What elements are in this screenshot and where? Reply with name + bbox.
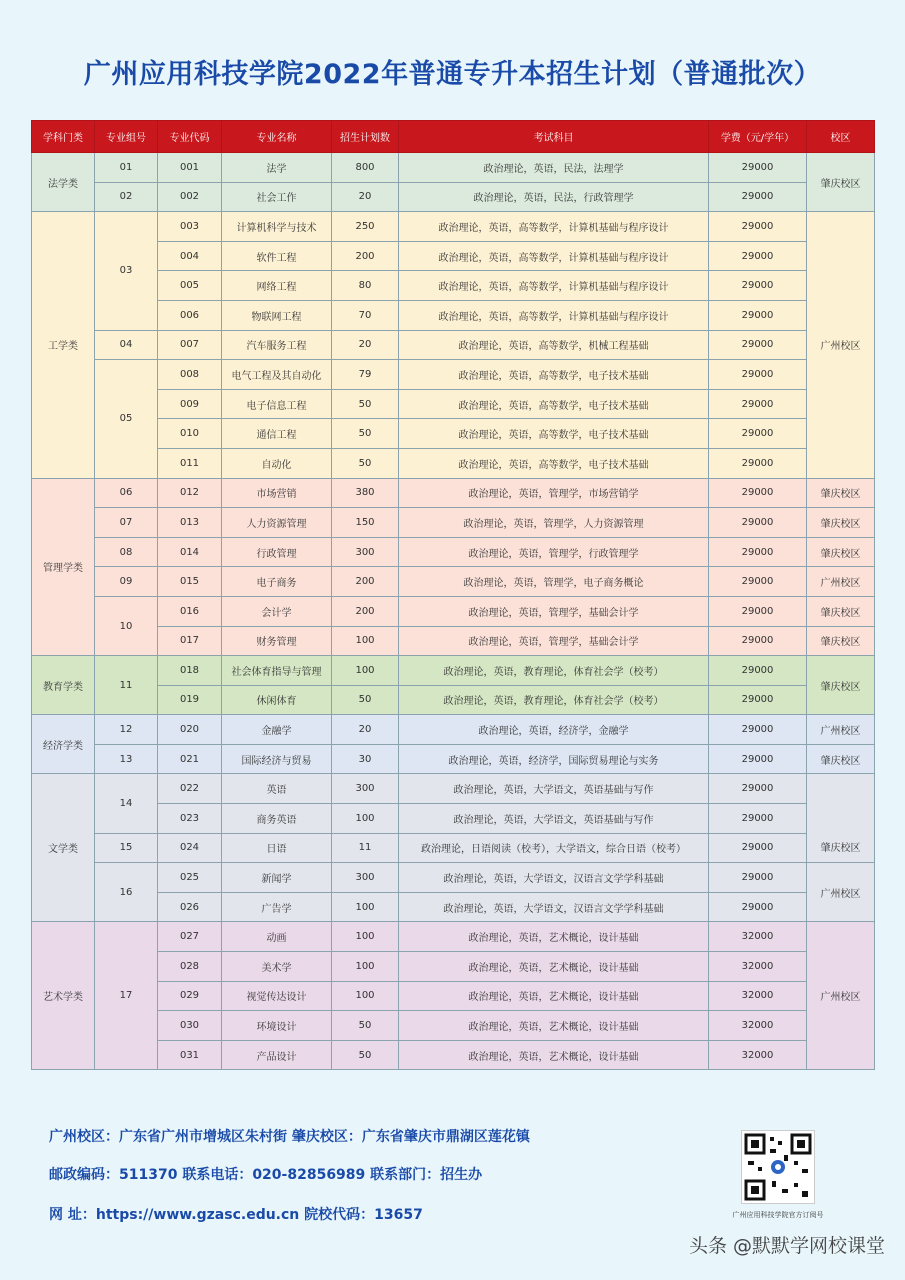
group-cell: 04: [95, 330, 158, 360]
header-fee: 学费（元/学年）: [709, 121, 807, 153]
category-cell: 工学类: [32, 212, 95, 478]
count-cell: 50: [332, 389, 399, 419]
count-cell: 300: [332, 537, 399, 567]
count-cell: 100: [332, 922, 399, 952]
code-cell: 014: [158, 537, 222, 567]
count-cell: 50: [332, 685, 399, 715]
group-cell: 14: [95, 774, 158, 833]
subjects-cell: 政治理论，英语，大学语文，汉语言文学学科基础: [399, 863, 709, 893]
subjects-cell: 政治理论，英语，管理学，基础会计学: [399, 626, 709, 656]
category-cell: 艺术学类: [32, 922, 95, 1070]
qr-code-icon: [742, 1131, 814, 1203]
enrollment-plan-table: [31, 120, 875, 1070]
qr-code[interactable]: [741, 1130, 815, 1204]
table-row: [32, 685, 875, 715]
header-count: 招生计划数: [332, 121, 399, 153]
major-cell: 法学: [222, 153, 332, 183]
fee-cell: 29000: [709, 596, 807, 626]
table-row: [32, 1040, 875, 1070]
table-row: [32, 833, 875, 863]
code-cell: 004: [158, 241, 222, 271]
code-cell: 026: [158, 892, 222, 922]
fee-cell: 29000: [709, 685, 807, 715]
table-row: [32, 419, 875, 449]
campus-cell: 广州校区: [807, 212, 875, 478]
fee-cell: 29000: [709, 241, 807, 271]
code-cell: 011: [158, 448, 222, 478]
code-cell: 020: [158, 715, 222, 745]
table-row: [32, 952, 875, 982]
code-cell: 030: [158, 1011, 222, 1041]
fee-cell: 29000: [709, 212, 807, 242]
count-cell: 200: [332, 567, 399, 597]
major-cell: 软件工程: [222, 241, 332, 271]
table-row: [32, 360, 875, 390]
subjects-cell: 政治理论，英语，高等数学，电子技术基础: [399, 389, 709, 419]
fee-cell: 32000: [709, 922, 807, 952]
subjects-cell: 政治理论，英语，民法，行政管理学: [399, 182, 709, 212]
major-cell: 物联网工程: [222, 300, 332, 330]
major-cell: 社会工作: [222, 182, 332, 212]
major-cell: 财务管理: [222, 626, 332, 656]
code-cell: 006: [158, 300, 222, 330]
table-row: [32, 448, 875, 478]
code-cell: 008: [158, 360, 222, 390]
code-cell: 002: [158, 182, 222, 212]
header-campus: 校区: [807, 121, 875, 153]
code-cell: 029: [158, 981, 222, 1011]
fee-cell: 29000: [709, 508, 807, 538]
count-cell: 80: [332, 271, 399, 301]
code-cell: 025: [158, 863, 222, 893]
major-cell: 国际经济与贸易: [222, 744, 332, 774]
fee-cell: 29000: [709, 448, 807, 478]
group-cell: 10: [95, 596, 158, 655]
count-cell: 200: [332, 596, 399, 626]
table-row: [32, 241, 875, 271]
count-cell: 100: [332, 626, 399, 656]
count-cell: 100: [332, 656, 399, 686]
group-cell: 05: [95, 360, 158, 478]
header-group: 专业组号: [95, 121, 158, 153]
major-cell: 网络工程: [222, 271, 332, 301]
major-cell: 社会体育指导与管理: [222, 656, 332, 686]
major-cell: 自动化: [222, 448, 332, 478]
fee-cell: 32000: [709, 952, 807, 982]
group-cell: 01: [95, 153, 158, 183]
fee-cell: 29000: [709, 804, 807, 834]
subjects-cell: 政治理论，英语，管理学，基础会计学: [399, 596, 709, 626]
major-cell: 动画: [222, 922, 332, 952]
count-cell: 300: [332, 774, 399, 804]
group-cell: 02: [95, 182, 158, 212]
fee-cell: 29000: [709, 300, 807, 330]
major-cell: 电子信息工程: [222, 389, 332, 419]
group-cell: 17: [95, 922, 158, 1070]
fee-cell: 29000: [709, 360, 807, 390]
count-cell: 50: [332, 1011, 399, 1041]
subjects-cell: 政治理论，英语，管理学，电子商务概论: [399, 567, 709, 597]
code-cell: 023: [158, 804, 222, 834]
campus-cell: 广州校区: [807, 922, 875, 1070]
table-row: [32, 892, 875, 922]
major-cell: 电气工程及其自动化: [222, 360, 332, 390]
table-row: [32, 656, 875, 686]
table-row: [32, 330, 875, 360]
table-row: [32, 478, 875, 508]
code-cell: 018: [158, 656, 222, 686]
code-cell: 016: [158, 596, 222, 626]
major-cell: 商务英语: [222, 804, 332, 834]
group-cell: 12: [95, 715, 158, 745]
count-cell: 50: [332, 1040, 399, 1070]
subjects-cell: 政治理论，英语，艺术概论，设计基础: [399, 1011, 709, 1041]
major-cell: 环境设计: [222, 1011, 332, 1041]
table-row: [32, 596, 875, 626]
fee-cell: 29000: [709, 153, 807, 183]
code-cell: 027: [158, 922, 222, 952]
table-row: [32, 508, 875, 538]
subjects-cell: 政治理论，英语，大学语文，英语基础与写作: [399, 804, 709, 834]
major-cell: 产品设计: [222, 1040, 332, 1070]
count-cell: 100: [332, 804, 399, 834]
subjects-cell: 政治理论，英语，艺术概论，设计基础: [399, 1040, 709, 1070]
subjects-cell: 政治理论，英语，经济学，金融学: [399, 715, 709, 745]
fee-cell: 29000: [709, 537, 807, 567]
campus-cell: 肇庆校区: [807, 744, 875, 774]
count-cell: 100: [332, 952, 399, 982]
subjects-cell: 政治理论，英语，高等数学，电子技术基础: [399, 360, 709, 390]
table-row: [32, 212, 875, 242]
major-cell: 金融学: [222, 715, 332, 745]
subjects-cell: 政治理论，英语，教育理论，体育社会学（校考）: [399, 656, 709, 686]
code-cell: 017: [158, 626, 222, 656]
major-cell: 英语: [222, 774, 332, 804]
subjects-cell: 政治理论，英语，高等数学，电子技术基础: [399, 419, 709, 449]
major-cell: 新闻学: [222, 863, 332, 893]
table-row: [32, 774, 875, 804]
footer-website: 网 址：https://www.gzasc.edu.cn 院校代码：13657: [49, 1207, 423, 1223]
fee-cell: 29000: [709, 744, 807, 774]
count-cell: 800: [332, 153, 399, 183]
code-cell: 021: [158, 744, 222, 774]
page-title: 广州应用科技学院2022年普通专升本招生计划（普通批次）: [83, 59, 822, 90]
fee-cell: 29000: [709, 271, 807, 301]
fee-cell: 29000: [709, 656, 807, 686]
count-cell: 250: [332, 212, 399, 242]
count-cell: 70: [332, 300, 399, 330]
campus-cell: 肇庆校区: [807, 508, 875, 538]
group-cell: 09: [95, 567, 158, 597]
fee-cell: 29000: [709, 892, 807, 922]
fee-cell: 29000: [709, 863, 807, 893]
subjects-cell: 政治理论，英语，管理学，行政管理学: [399, 537, 709, 567]
major-cell: 行政管理: [222, 537, 332, 567]
fee-cell: 32000: [709, 981, 807, 1011]
major-cell: 休闲体育: [222, 685, 332, 715]
count-cell: 100: [332, 892, 399, 922]
footer-campus-address: 广州校区：广东省广州市增城区朱村街 肇庆校区：广东省肇庆市鼎湖区莲花镇: [49, 1129, 530, 1145]
code-cell: 010: [158, 419, 222, 449]
table-row: [32, 182, 875, 212]
group-cell: 16: [95, 863, 158, 922]
major-cell: 汽车服务工程: [222, 330, 332, 360]
major-cell: 视觉传达设计: [222, 981, 332, 1011]
major-cell: 广告学: [222, 892, 332, 922]
subjects-cell: 政治理论，英语，管理学，市场营销学: [399, 478, 709, 508]
count-cell: 20: [332, 330, 399, 360]
major-cell: 通信工程: [222, 419, 332, 449]
fee-cell: 32000: [709, 1011, 807, 1041]
count-cell: 30: [332, 744, 399, 774]
code-cell: 003: [158, 212, 222, 242]
group-cell: 11: [95, 656, 158, 715]
table-row: [32, 626, 875, 656]
header-category: 学科门类: [32, 121, 95, 153]
subjects-cell: 政治理论，英语，高等数学，计算机基础与程序设计: [399, 300, 709, 330]
category-cell: 经济学类: [32, 715, 95, 774]
campus-cell: 广州校区: [807, 863, 875, 922]
table-row: [32, 300, 875, 330]
fee-cell: 29000: [709, 774, 807, 804]
campus-cell: 肇庆校区: [807, 656, 875, 715]
fee-cell: 29000: [709, 330, 807, 360]
count-cell: 300: [332, 863, 399, 893]
code-cell: 013: [158, 508, 222, 538]
category-cell: 文学类: [32, 774, 95, 922]
group-cell: 13: [95, 744, 158, 774]
subjects-cell: 政治理论，英语，高等数学，电子技术基础: [399, 448, 709, 478]
code-cell: 019: [158, 685, 222, 715]
table-row: [32, 715, 875, 745]
campus-cell: 肇庆校区: [807, 153, 875, 212]
campus-cell: 肇庆校区: [807, 596, 875, 626]
campus-cell: 广州校区: [807, 567, 875, 597]
table-row: [32, 1011, 875, 1041]
subjects-cell: 政治理论，英语，大学语文，汉语言文学学科基础: [399, 892, 709, 922]
major-cell: 人力资源管理: [222, 508, 332, 538]
subjects-cell: 政治理论，英语，高等数学，计算机基础与程序设计: [399, 212, 709, 242]
subjects-cell: 政治理论，英语，大学语文，英语基础与写作: [399, 774, 709, 804]
code-cell: 012: [158, 478, 222, 508]
footer-contact: 邮政编码：511370 联系电话：020-82856989 联系部门：招生办: [49, 1167, 483, 1183]
major-cell: 日语: [222, 833, 332, 863]
major-cell: 计算机科学与技术: [222, 212, 332, 242]
header-row: [32, 121, 875, 153]
subjects-cell: 政治理论，英语，管理学，人力资源管理: [399, 508, 709, 538]
fee-cell: 29000: [709, 389, 807, 419]
table-row: [32, 567, 875, 597]
fee-cell: 29000: [709, 478, 807, 508]
category-cell: 教育学类: [32, 656, 95, 715]
table-row: [32, 389, 875, 419]
subjects-cell: 政治理论，英语，高等数学，机械工程基础: [399, 330, 709, 360]
campus-cell: 肇庆校区: [807, 774, 875, 863]
header-major: 专业名称: [222, 121, 332, 153]
count-cell: 50: [332, 448, 399, 478]
subjects-cell: 政治理论，英语，民法，法理学: [399, 153, 709, 183]
code-cell: 015: [158, 567, 222, 597]
watermark: 头条 @默默学网校课堂: [688, 1235, 885, 1257]
fee-cell: 29000: [709, 182, 807, 212]
table-row: [32, 744, 875, 774]
header-subjects: 考试科目: [399, 121, 709, 153]
table-row: [32, 537, 875, 567]
subjects-cell: 政治理论，日语阅读（校考），大学语文，综合日语（校考）: [399, 833, 709, 863]
group-cell: 03: [95, 212, 158, 330]
table-row: [32, 153, 875, 183]
fee-cell: 32000: [709, 1040, 807, 1070]
code-cell: 022: [158, 774, 222, 804]
campus-cell: 肇庆校区: [807, 537, 875, 567]
code-cell: 031: [158, 1040, 222, 1070]
subjects-cell: 政治理论，英语，高等数学，计算机基础与程序设计: [399, 241, 709, 271]
code-cell: 007: [158, 330, 222, 360]
fee-cell: 29000: [709, 833, 807, 863]
code-cell: 005: [158, 271, 222, 301]
code-cell: 009: [158, 389, 222, 419]
campus-cell: 肇庆校区: [807, 626, 875, 656]
count-cell: 380: [332, 478, 399, 508]
category-cell: 管理学类: [32, 478, 95, 656]
group-cell: 15: [95, 833, 158, 863]
table-row: [32, 981, 875, 1011]
group-cell: 08: [95, 537, 158, 567]
subjects-cell: 政治理论，英语，教育理论，体育社会学（校考）: [399, 685, 709, 715]
subjects-cell: 政治理论，英语，艺术概论，设计基础: [399, 922, 709, 952]
header-code: 专业代码: [158, 121, 222, 153]
campus-cell: 广州校区: [807, 715, 875, 745]
fee-cell: 29000: [709, 567, 807, 597]
code-cell: 028: [158, 952, 222, 982]
table-row: [32, 271, 875, 301]
qr-caption: 广州应用科技学院官方订阅号: [732, 1211, 824, 1219]
subjects-cell: 政治理论，英语，艺术概论，设计基础: [399, 981, 709, 1011]
category-cell: 法学类: [32, 153, 95, 212]
code-cell: 024: [158, 833, 222, 863]
subjects-cell: 政治理论，英语，经济学，国际贸易理论与实务: [399, 744, 709, 774]
count-cell: 100: [332, 981, 399, 1011]
count-cell: 20: [332, 715, 399, 745]
count-cell: 79: [332, 360, 399, 390]
subjects-cell: 政治理论，英语，艺术概论，设计基础: [399, 952, 709, 982]
count-cell: 150: [332, 508, 399, 538]
fee-cell: 29000: [709, 419, 807, 449]
count-cell: 50: [332, 419, 399, 449]
group-cell: 07: [95, 508, 158, 538]
major-cell: 电子商务: [222, 567, 332, 597]
code-cell: 001: [158, 153, 222, 183]
campus-cell: 肇庆校区: [807, 478, 875, 508]
table-row: [32, 804, 875, 834]
major-cell: 市场营销: [222, 478, 332, 508]
count-cell: 20: [332, 182, 399, 212]
count-cell: 200: [332, 241, 399, 271]
major-cell: 美术学: [222, 952, 332, 982]
fee-cell: 29000: [709, 715, 807, 745]
major-cell: 会计学: [222, 596, 332, 626]
fee-cell: 29000: [709, 626, 807, 656]
group-cell: 06: [95, 478, 158, 508]
subjects-cell: 政治理论，英语，高等数学，计算机基础与程序设计: [399, 271, 709, 301]
table-row: [32, 863, 875, 893]
count-cell: 11: [332, 833, 399, 863]
table-row: [32, 922, 875, 952]
